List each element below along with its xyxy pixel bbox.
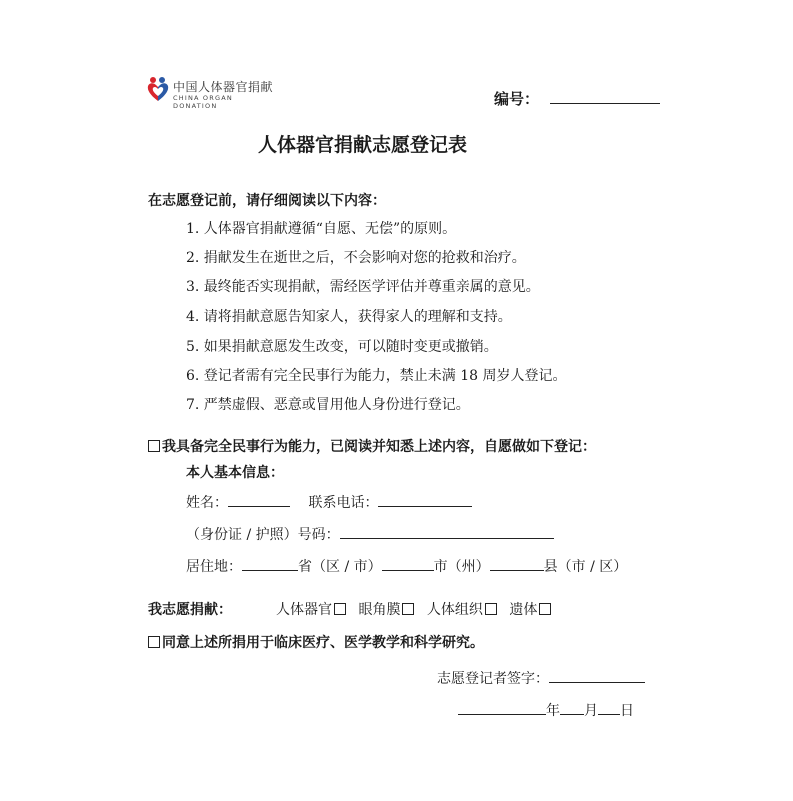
option-organ: 人体器官 (276, 602, 332, 618)
notice-1: 1. 人体器官捐献遵循“自愿、无偿”的原则。 (186, 221, 457, 237)
page-title: 人体器官捐献志愿登记表 (258, 134, 468, 156)
organ-donation-logo-icon (146, 76, 170, 102)
declaration-checkbox[interactable] (148, 440, 160, 452)
id-label: （身份证 / 护照）号码： (186, 527, 340, 543)
address-row (186, 556, 627, 576)
year-label: 年 (546, 703, 560, 719)
option-body-checkbox[interactable] (539, 603, 551, 615)
address-label: 居住地： (186, 559, 242, 575)
name-phone-row (186, 492, 472, 512)
city-label: 市（州） (433, 559, 490, 575)
day-label: 日 (620, 703, 634, 719)
date-row (458, 700, 634, 720)
notice-2: 2. 捐献发生在逝世之后，不会影响对您的抢救和治疗。 (186, 250, 526, 266)
id-row (186, 524, 554, 544)
name-label: 姓名： (186, 495, 228, 511)
consent-text: 同意上述所捐用于临床医疗、医学教学和科学研究。 (162, 635, 484, 651)
notice-6: 6. 登记者需有完全民事行为能力，禁止未满 18 周岁人登记。 (186, 368, 567, 384)
option-cornea-checkbox[interactable] (402, 603, 414, 615)
option-cornea: 眼角膜 (358, 602, 401, 618)
serial-label: 编号： (494, 90, 540, 108)
declaration (148, 436, 596, 456)
logo (146, 74, 276, 108)
consent-checkbox[interactable] (148, 636, 160, 648)
serial-number (494, 88, 660, 109)
name-input[interactable] (228, 492, 290, 507)
consent (148, 632, 484, 652)
option-body: 遗体 (509, 602, 538, 618)
basic-info-title: 本人基本信息： (186, 465, 284, 481)
month-label: 月 (584, 703, 598, 719)
notice-3: 3. 最终能否实现捐献，需经医学评估并尊重亲属的意见。 (186, 279, 540, 295)
notice-5: 5. 如果捐献意愿发生改变，可以随时变更或撤销。 (186, 339, 498, 355)
notice-4: 4. 请将捐献意愿告知家人，获得家人的理解和支持。 (186, 309, 512, 325)
logo-name-cn: 中国人体器官捐献 (173, 80, 274, 94)
donation-label: 我志愿捐献： (148, 602, 232, 618)
logo-name-en: CHINA ORGAN DONATION (173, 94, 233, 110)
option-tissue-checkbox[interactable] (485, 603, 497, 615)
signature-label: 志愿登记者签字： (437, 671, 549, 687)
province-label: 省（区 / 市） (298, 559, 382, 575)
intro-text: 在志愿登记前，请仔细阅读以下内容： (148, 193, 386, 209)
option-tissue: 人体组织 (426, 602, 483, 618)
county-label: 县（市 / 区） (543, 559, 628, 575)
city-input[interactable] (382, 556, 434, 571)
signature-row (437, 668, 645, 688)
county-input[interactable] (490, 556, 544, 571)
year-input[interactable] (458, 700, 546, 715)
province-input[interactable] (242, 556, 298, 571)
id-input[interactable] (340, 524, 554, 539)
donation-options (276, 599, 553, 619)
option-organ-checkbox[interactable] (334, 603, 346, 615)
day-input[interactable] (598, 700, 620, 715)
notice-7: 7. 严禁虚假、恶意或冒用他人身份进行登记。 (186, 397, 470, 413)
serial-input[interactable] (550, 89, 660, 104)
month-input[interactable] (560, 700, 584, 715)
declaration-text: 我具备完全民事行为能力，已阅读并知悉上述内容，自愿做如下登记： (162, 439, 596, 455)
phone-label: 联系电话： (308, 495, 379, 511)
phone-input[interactable] (378, 492, 472, 507)
signature-input[interactable] (549, 668, 645, 683)
